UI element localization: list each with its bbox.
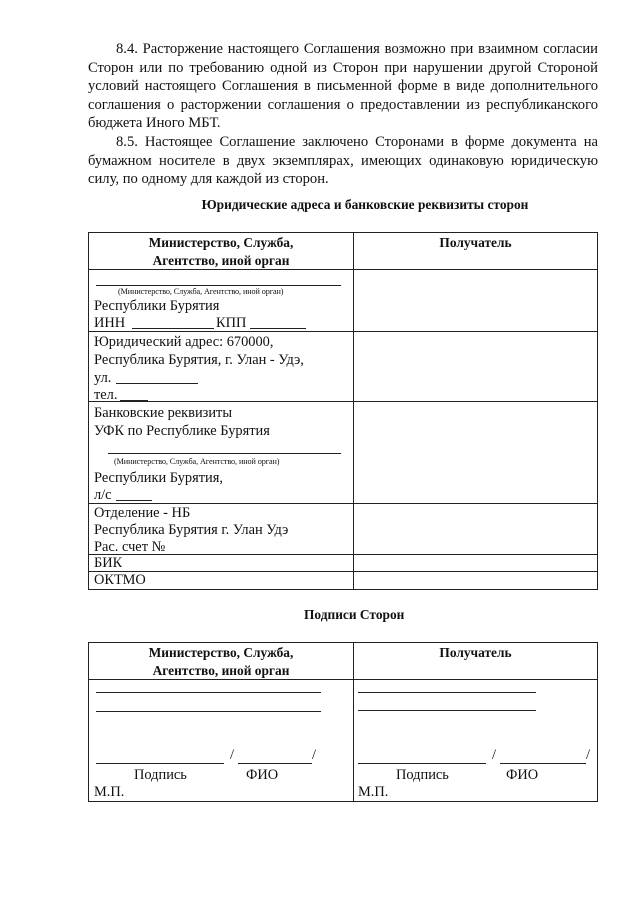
blank-line [108, 453, 341, 454]
table-border-top [88, 232, 598, 233]
blank-line [96, 285, 341, 286]
bik-label: БИК [94, 555, 123, 571]
sig-column-header-ministry-line1: Министерство, Служба, [148, 645, 294, 660]
table-border-right [597, 642, 598, 802]
paragraph-8-4: 8.4. Расторжение настоящего Соглашения возможно при взаимном согласии Сторон или по требованию одной из Сторон при нарушении другой Стороной условий настоящего Соглашения в письменной форме в виде дополнительного соглашения о расторжении соглашения о предоставлении из республиканского бюджета Иного МБТ. [88, 41, 598, 132]
republic-label: Республики Бурятия [94, 298, 220, 314]
slash-separator: / [586, 747, 590, 763]
oktmo-label: ОКТМО [94, 572, 146, 588]
branch-city-label: Республика Бурятия г. Улан Удэ [94, 522, 289, 538]
street-blank [116, 383, 198, 384]
fio-caption: ФИО [246, 767, 279, 783]
signature-caption: Подпись [134, 767, 187, 783]
kpp-label: КПП [216, 315, 247, 331]
recipient-name-blank [358, 692, 536, 693]
fio-caption: ФИО [506, 767, 539, 783]
phone-label: тел. [94, 387, 118, 403]
column-header-ministry [90, 234, 352, 270]
org-name-blank [96, 711, 321, 712]
stamp-label: М.П. [94, 784, 125, 800]
slash-separator: / [230, 747, 234, 763]
fio-blank [500, 763, 586, 764]
table-column-divider [353, 642, 354, 802]
stamp-label: М.П. [358, 784, 389, 800]
table-border-left [88, 232, 89, 590]
table-border-top [88, 642, 598, 643]
city-label: Республика Бурятия, г. Улан - Удэ, [94, 352, 304, 368]
kpp-blank [250, 328, 306, 329]
street-label: ул. [94, 370, 112, 386]
table-border-right [597, 232, 598, 590]
ls-label: л/с [94, 487, 112, 503]
table-border-left [88, 642, 89, 802]
slash-separator: / [312, 747, 316, 763]
table-row-line [88, 401, 598, 402]
inn-label: ИНН [94, 315, 126, 331]
phone-blank [120, 400, 148, 401]
republic-label-2: Республики Бурятия, [94, 470, 223, 486]
legal-address-label: Юридический адрес: 670000, [94, 334, 274, 350]
table-row-line [88, 331, 598, 332]
column-header-recipient: Получатель [439, 235, 512, 250]
table-row-line [88, 503, 598, 504]
table-border-bottom [88, 589, 598, 590]
column-header-ministry-line1: Министерство, Служба, [148, 235, 294, 250]
table-column-divider [353, 232, 354, 590]
table-border-bottom [88, 801, 598, 802]
hint-org-name: (Министерство, Служба, Агентство, иной орган) [118, 287, 284, 296]
branch-label: Отделение - НБ [94, 505, 191, 521]
fio-blank [238, 763, 312, 764]
org-name-blank [96, 692, 321, 693]
table-row-line [88, 571, 598, 572]
column-header-ministry-line2: Агентство, иной орган [152, 253, 290, 268]
ls-blank [116, 500, 152, 501]
signature-blank [358, 763, 486, 764]
paragraph-8-5: 8.5. Настоящее Соглашение заключено Сторонами в форме документа на бумажном носителе в двух экземплярах, имеющих одинаковую юридическую силу, по одному для каждой из сторон. [88, 134, 598, 188]
slash-separator: / [492, 747, 496, 763]
sig-column-header-recipient: Получатель [439, 645, 512, 660]
signature-caption: Подпись [396, 767, 449, 783]
ufk-label: УФК по Республике Бурятия [94, 423, 270, 439]
recipient-name-blank [358, 710, 536, 711]
inn-blank [132, 328, 214, 329]
signature-blank [96, 763, 224, 764]
sig-column-header-ministry-line2: Агентство, иной орган [152, 663, 290, 678]
signatures-heading-text: Подписи Сторон [304, 607, 405, 622]
hint-org-name-2: (Министерство, Служба, Агентство, иной орган) [114, 457, 280, 466]
requisites-heading: Юридические адреса и банковские реквизиты сторон [201, 197, 529, 212]
sig-column-header-ministry [90, 644, 352, 680]
bank-details-label: Банковские реквизиты [94, 405, 232, 421]
account-label: Рас. счет № [94, 539, 166, 555]
